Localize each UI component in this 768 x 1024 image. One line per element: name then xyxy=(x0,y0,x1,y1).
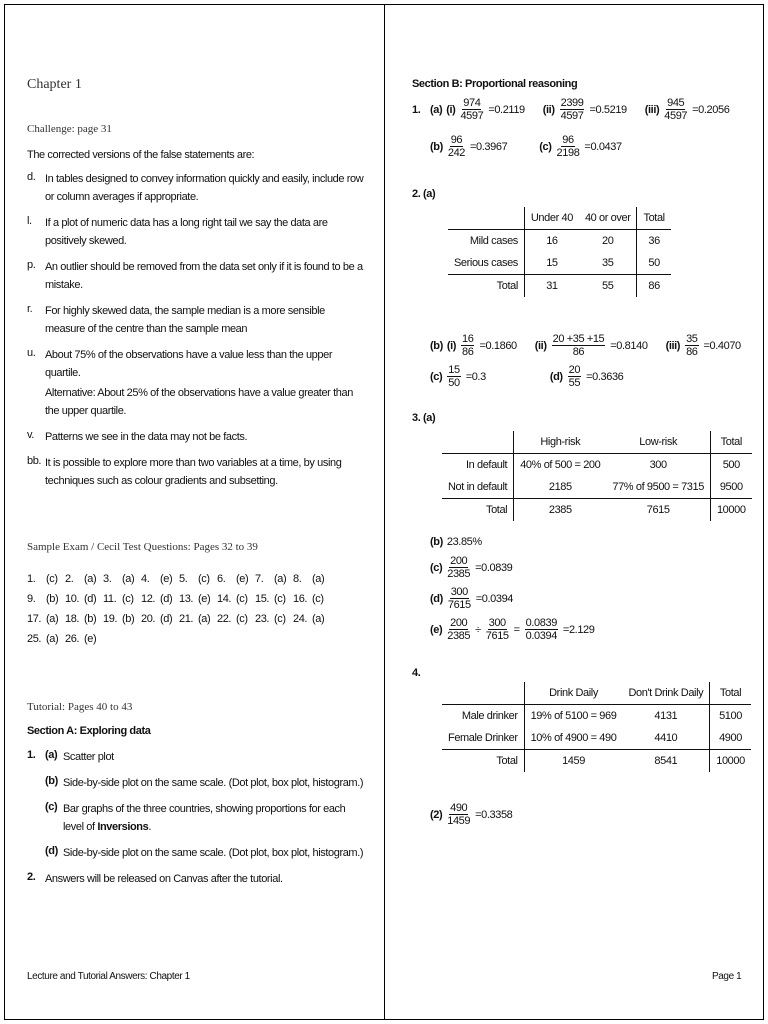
table-cell: Female Drinker xyxy=(442,727,524,750)
chapter-title: Chapter 1 xyxy=(27,77,82,92)
answer-cell: (b) xyxy=(84,613,97,625)
table-cell: 86 xyxy=(637,275,671,298)
statement-item: d. In tables designed to convey information quickly and easily, include row or column averages if appropriate. xyxy=(27,171,364,203)
table-cell: 8541 xyxy=(622,750,709,773)
table-cell: Total xyxy=(442,750,524,773)
answer-cell: 1. xyxy=(27,573,36,585)
answer-cell: (c) xyxy=(274,613,286,625)
answer-cell: (e) xyxy=(160,573,173,585)
answer-cell: 8. xyxy=(293,573,302,585)
answer-row xyxy=(27,592,367,606)
q3-part-c: (c) $\frac{200}{2385}$ =0.0839 xyxy=(430,555,513,580)
sample-heading: Sample Exam / Cecil Test Questions: Pages 32 to 39 xyxy=(27,541,258,553)
answer-cell: 3. xyxy=(103,573,112,585)
table-cell: 55 xyxy=(579,275,637,298)
statement-item: v. Patterns we see in the data may not be facts. xyxy=(27,429,248,443)
right-column xyxy=(412,77,752,827)
table-cell: 1459 xyxy=(524,750,622,773)
answer-cell: 21. xyxy=(179,613,194,625)
table-cell: 4410 xyxy=(622,727,709,750)
table-cell: 40 or over xyxy=(579,207,637,230)
table-cell: Total xyxy=(637,207,671,230)
answer-cell: 26. xyxy=(65,633,80,645)
table-cell: In default xyxy=(442,454,514,477)
table-cell: 20 xyxy=(579,230,637,253)
table-cell: 16 xyxy=(546,235,558,247)
answer-cell: (a) xyxy=(46,613,59,625)
answer-cell: (c) xyxy=(198,573,210,585)
answer-cell: (a) xyxy=(84,573,97,585)
table-cell: 10% of 4900 = 490 xyxy=(530,732,617,744)
answer-cell: 13. xyxy=(179,593,194,605)
table-cell: 2185 xyxy=(548,481,572,493)
statement-item: r. For highly skewed data, the sample median is a more sensible measure of the centre than the sample mean xyxy=(27,303,325,335)
table-cell: Drink Daily xyxy=(524,682,622,705)
section-a-q1a: 1. (a) Scatter plot xyxy=(27,749,114,763)
q3-part-b: (b) 23.85% xyxy=(430,536,482,548)
statement-item: bb. It is possible to explore more than two variables at a time, by using techniques such as colour gradients and subsetting. xyxy=(27,455,342,487)
footer-page-number: Page 1 xyxy=(712,971,742,982)
answer-cell: (a) xyxy=(274,573,287,585)
column-divider xyxy=(384,4,385,1020)
answer-cell: 5. xyxy=(179,573,188,585)
q2-label: 2. (a) xyxy=(412,188,436,200)
statement-item: p. An outlier should be removed from the data set only if it is found to be a mistake. xyxy=(27,259,363,291)
answer-cell: (e) xyxy=(198,593,211,605)
answer-cell: 23. xyxy=(255,613,270,625)
answer-cell: (a) xyxy=(122,573,135,585)
table-cell: Under 40 xyxy=(524,207,579,230)
table-cell: Mild cases xyxy=(448,230,524,253)
statement-item: Alternative: About 25% of the observations have a value greater than the upper quartile. xyxy=(45,387,353,417)
answer-cell: 10. xyxy=(65,593,80,605)
q4-label: 4. xyxy=(412,667,421,679)
answer-row xyxy=(27,612,367,626)
table-cell: Serious cases xyxy=(448,252,524,275)
table-cell: 36 xyxy=(648,235,660,247)
answer-cell: 7. xyxy=(255,573,264,585)
answer-cell: 4. xyxy=(141,573,150,585)
answer-cell: (d) xyxy=(160,593,173,605)
answer-cell: (e) xyxy=(84,633,97,645)
q4-part-2: (2) $\frac{490}{1459}$ =0.3358 xyxy=(430,802,513,827)
answer-cell: (b) xyxy=(46,593,59,605)
answer-cell: (a) xyxy=(198,613,211,625)
table-row xyxy=(448,230,671,253)
table-cell: Don't Drink Daily xyxy=(622,682,709,705)
sample-answers xyxy=(27,572,367,646)
footer-left: Lecture and Tutorial Answers: Chapter 1 xyxy=(27,971,190,982)
answer-cell: (c) xyxy=(46,573,58,585)
q3-table xyxy=(442,431,752,521)
answer-cell: (d) xyxy=(160,613,173,625)
q3-part-e: (e) $\frac{200}{2385}$ ÷ $\frac{300}{7615}$ = $\frac{0.0839}{0.0394}$ =2.129 xyxy=(430,617,595,642)
q3-part-d: (d) $\frac{300}{7615}$ =0.0394 xyxy=(430,586,514,611)
answer-cell: 2. xyxy=(65,573,74,585)
table-cell: 77% of 9500 = 7315 xyxy=(606,476,710,499)
table-cell: 10000 xyxy=(710,499,751,522)
table-cell: Total xyxy=(442,499,514,522)
table-cell: 300 xyxy=(606,454,710,477)
table-cell xyxy=(448,207,524,230)
table-cell: 31 xyxy=(524,275,579,298)
answer-cell: 15. xyxy=(255,593,270,605)
q2-part-b: (b) (i) $\frac{16}{86}$ =0.1860 (ii) $\frac{20 +35 +15}{86}$ =0.8140 (iii) $\frac{35}{86}$ =0.4070 xyxy=(430,333,741,358)
q1-part-a: 1. (a) (i) $\frac{974}{4597}$ =0.2119 (ii) $\frac{2399}{4597}$ =0.5219 (iii) $\frac{945}{4597}$ =0.2056 xyxy=(412,97,730,122)
answer-cell: (a) xyxy=(46,633,59,645)
answer-cell: 11. xyxy=(103,593,117,605)
section-a-title: Section A: Exploring data xyxy=(27,725,151,737)
q2-table xyxy=(448,207,671,297)
answer-cell: (b) xyxy=(122,613,135,625)
table-row xyxy=(442,727,751,750)
table-cell: 40% of 500 = 200 xyxy=(520,459,601,471)
answer-cell: (c) xyxy=(236,613,248,625)
section-a-q1c: (c) Bar graphs of the three countries, showing proportions for each level of Inversions. xyxy=(45,801,346,833)
answer-cell: 9. xyxy=(27,593,36,605)
table-cell xyxy=(442,431,514,454)
answer-cell: (c) xyxy=(236,593,248,605)
table-row xyxy=(442,431,752,454)
challenge-intro: The corrected versions of the false statements are: xyxy=(27,149,255,161)
table-cell: 19% of 5100 = 969 xyxy=(530,710,617,722)
answer-cell: 19. xyxy=(103,613,118,625)
answer-cell: (c) xyxy=(312,593,324,605)
table-cell: Not in default xyxy=(442,476,514,499)
table-row xyxy=(448,275,671,298)
answer-cell: 14. xyxy=(217,593,232,605)
answer-cell: 12. xyxy=(141,593,156,605)
answer-cell: 16. xyxy=(293,593,308,605)
statement-item: l. If a plot of numeric data has a long right tail we say the data are positively skewed. xyxy=(27,215,328,247)
answer-cell: (c) xyxy=(122,593,134,605)
table-cell: 9500 xyxy=(719,481,743,493)
table-row xyxy=(442,454,752,477)
table-cell: 50 xyxy=(648,257,660,269)
table-cell: Male drinker xyxy=(442,705,524,728)
table-cell: 500 xyxy=(722,459,740,471)
answer-cell: 25. xyxy=(27,633,42,645)
answer-row xyxy=(27,632,367,646)
answer-cell: 6. xyxy=(217,573,226,585)
table-cell: Total xyxy=(710,682,751,705)
section-a-q1b: (b) Side-by-side plot on the same scale. (Dot plot, box plot, histogram.) xyxy=(45,775,364,789)
answer-cell: (e) xyxy=(236,573,249,585)
table-row xyxy=(442,705,751,728)
answer-cell: 20. xyxy=(141,613,156,625)
table-cell: 15 xyxy=(546,257,558,269)
q1-part-bc: (b) $\frac{96}{242}$ =0.3967 (c) $\frac{96}{2198}$ =0.0437 xyxy=(430,134,622,159)
table-cell: 7615 xyxy=(606,499,710,522)
table-cell: Low-risk xyxy=(606,431,710,454)
challenge-heading: Challenge: page 31 xyxy=(27,123,112,135)
table-row xyxy=(448,207,671,230)
answer-cell: (d) xyxy=(84,593,97,605)
answer-cell: (c) xyxy=(274,593,286,605)
table-cell xyxy=(442,682,524,705)
table-cell: 2385 xyxy=(514,499,607,522)
answer-cell: (a) xyxy=(312,573,325,585)
section-a-q1d: (d) Side-by-side plot on the same scale. (Dot plot, box plot, histogram.) xyxy=(45,845,364,859)
q3-label: 3. (a) xyxy=(412,412,436,424)
table-cell: 35 xyxy=(579,252,637,275)
table-row xyxy=(442,499,752,522)
table-cell: Total xyxy=(710,431,751,454)
left-column xyxy=(27,78,367,888)
answer-cell: 18. xyxy=(65,613,80,625)
answer-row xyxy=(27,572,367,586)
table-cell: 4131 xyxy=(622,705,709,728)
statement-item: u. About 75% of the observations have a value less than the upper quartile. xyxy=(27,347,333,379)
statement-list xyxy=(27,170,367,490)
answer-cell: 24. xyxy=(293,613,308,625)
q2-part-cd: (c) $\frac{15}{50}$ =0.3 (d) $\frac{20}{55}$ =0.3636 xyxy=(430,364,624,389)
table-row xyxy=(442,682,751,705)
answer-cell: 17. xyxy=(27,613,42,625)
q4-table xyxy=(442,682,751,772)
table-cell: 4900 xyxy=(719,732,742,744)
table-cell: High-risk xyxy=(514,431,607,454)
section-a-q2: 2. Answers will be released on Canvas after the tutorial. xyxy=(27,871,283,885)
table-row xyxy=(442,750,751,773)
table-cell: Total xyxy=(448,275,524,298)
table-row xyxy=(442,476,752,499)
section-b-title: Section B: Proportional reasoning xyxy=(412,78,578,90)
table-row xyxy=(448,252,671,275)
answer-cell: 22. xyxy=(217,613,232,625)
answer-cell: (a) xyxy=(312,613,325,625)
tutorial-heading: Tutorial: Pages 40 to 43 xyxy=(27,701,133,713)
table-cell: 5100 xyxy=(719,710,742,722)
table-cell: 10000 xyxy=(710,750,751,773)
